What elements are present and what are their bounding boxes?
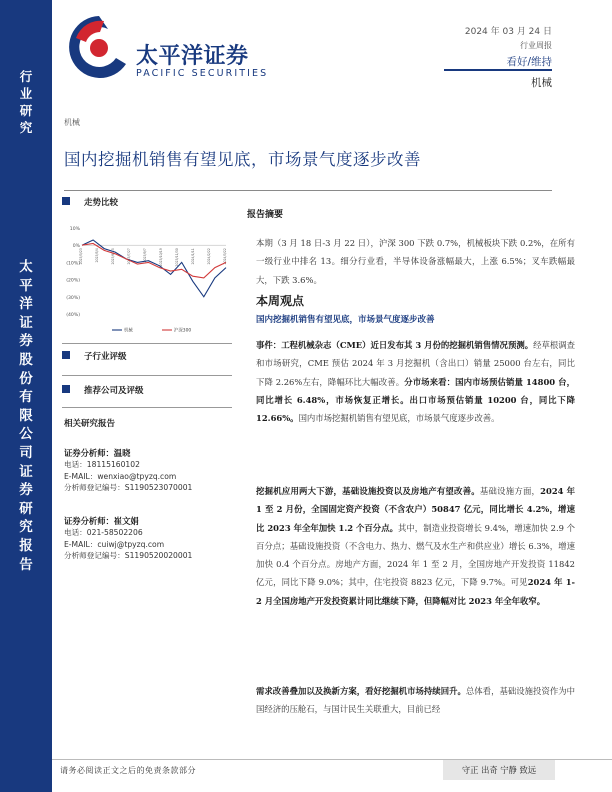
breadcrumb: 机械: [64, 118, 80, 127]
outlook-paragraph: [256, 682, 575, 719]
section-marker-icon: [62, 197, 70, 205]
y-tick-label: (10%): [66, 261, 80, 267]
left-divider: [62, 343, 232, 344]
section-marker-icon: [62, 351, 70, 359]
weekly-view-heading: 本周观点: [256, 294, 305, 308]
sidebar-company-char: 洋: [19, 296, 33, 313]
outlook-text-a: 总体看，基础设施投资作为中国经济的压舱石，与国计民生关联重大，目前已经: [256, 686, 576, 715]
event-paragraph: [256, 336, 575, 427]
y-tick-label: (20%): [66, 278, 80, 284]
y-tick-label: 0%: [72, 244, 80, 250]
sidebar-company-label: [0, 258, 52, 574]
trend-chart: [62, 218, 232, 338]
downstream-paragraph: [256, 482, 575, 610]
sidebar-top-char: 行: [19, 69, 33, 84]
analyst-name: 证券分析师：崔文娟: [64, 516, 139, 526]
industry-name: 机械: [531, 77, 552, 89]
trend-section-heading: 走势比较: [84, 198, 119, 208]
x-tick-label: 2023/6/15: [111, 248, 115, 265]
legend-label: 机械: [124, 328, 133, 334]
industry-rating: 看好/维持: [506, 56, 552, 68]
sidebar-company-char: 券: [19, 482, 33, 499]
event-text-a: 经草根调查和市场研究，CME 预估 2024 年 3 月挖掘机（含出口）销量 25000 台左右，同比下降 2.26%左右，降幅环比大幅改善。: [256, 340, 575, 387]
sidebar-company-char: 告: [19, 556, 33, 573]
x-tick-label: 2023/9/7: [143, 248, 147, 263]
x-tick-label: 2023/11/30: [175, 248, 179, 267]
analyst-block-1: [64, 447, 234, 494]
sidebar-company-char: 股: [19, 351, 33, 368]
sidebar-company-char: 司: [19, 444, 33, 461]
sidebar-company-char: 券: [19, 333, 33, 350]
summary-heading: 报告摘要: [247, 210, 284, 220]
downstream-text-a: 基础设施方面，: [479, 486, 541, 496]
left-sidebar: [0, 0, 52, 792]
x-tick-label: 2024/3/22: [223, 248, 227, 265]
analyst-cert: 分析师登记编号：S1190523070001: [64, 483, 193, 492]
y-tick-label: 10%: [69, 227, 80, 232]
sidebar-company-char: 证: [19, 314, 33, 331]
legend-label: 沪深300: [174, 328, 192, 334]
weekly-view-subheading: 国内挖掘机销售有望见底，市场景气度逐步改善: [256, 315, 435, 325]
sidebar-company-char: 报: [19, 537, 33, 554]
x-tick-label: 2023/10/19: [159, 248, 163, 267]
page-title: 国内挖掘机销售有望见底，市场景气度逐步改善: [64, 150, 421, 169]
sidebar-company-char: 研: [19, 500, 33, 517]
analyst-phone: 电话：18115160102: [64, 460, 140, 469]
event-text-b: 分市场来看：国内市场预估销量 14800 台，同比增长 6.48%，市场恢复正增长。出口市场预估销量 10200 台，同比下降 12.66%。: [256, 376, 575, 424]
sidebar-company-char: 证: [19, 463, 33, 480]
event-lead: 事件：工程机械杂志（CME）近日发布其 3 月份的挖掘机销售情况预测。: [256, 340, 534, 350]
recommend-heading: 推荐公司及评级: [84, 386, 144, 396]
report-type: 行业周报: [520, 41, 552, 50]
analyst-block-2: [64, 515, 234, 562]
sidebar-top-char: 究: [19, 120, 33, 135]
sidebar-top-char: 业: [19, 86, 33, 101]
event-text-c: 国内市场挖掘机销售有望见底，市场景气度逐步改善。: [298, 413, 500, 424]
company-logo-icon: [64, 12, 134, 82]
analyst-name: 证券分析师：温晓: [64, 448, 131, 458]
footer-disclaimer: 请务必阅读正文之后的免责条款部分: [60, 766, 196, 775]
analyst-email: E-MAIL：wenxiao@tpyzq.com: [64, 471, 177, 481]
sidebar-company-char: 平: [19, 277, 33, 294]
analyst-phone: 电话：021-58502206: [64, 528, 143, 537]
title-divider: [64, 190, 552, 191]
sidebar-top-char: 研: [19, 103, 33, 118]
left-divider: [62, 407, 232, 408]
header-divider: [444, 69, 552, 71]
analyst-cert: 分析师登记编号：S1190520020001: [64, 551, 193, 560]
sub-rating-heading: 子行业评级: [84, 352, 127, 362]
x-tick-label: 2023/3/23: [79, 248, 83, 265]
summary-paragraph: 本期（3 月 18 日-3 月 22 日），沪深 300 下跌 0.7%，机械板块下跌 0.2%，在所有一级行业中排名 13。细分行业看，半导体设备涨幅最大，上涨 6.5%；叉车跌幅最大，下跌 3.6%。: [256, 238, 575, 285]
sidebar-company-char: 份: [19, 370, 33, 387]
section-marker-icon: [62, 385, 70, 393]
x-tick-label: 2023/7/27: [127, 248, 131, 265]
x-tick-label: 2023/5/4: [95, 248, 99, 263]
sidebar-top-label: [0, 68, 52, 136]
downstream-lead: 挖掘机应用两大下游，基础设施投资以及房地产有望改善。: [256, 486, 480, 496]
sidebar-company-char: 有: [19, 389, 33, 406]
downstream-text-b: 2024 年 1 至 2 月份，全国固定资产投资（不含农户）50847 亿元，同比增长 4.2%，增速比 2023 年全年加快 1.2 个百分点。: [256, 486, 576, 533]
outlook-lead: 需求改善叠加以及换新方案，看好挖掘机市场持续回升。: [256, 686, 466, 696]
left-divider: [62, 375, 232, 376]
brand-name-cn: 太平洋证券: [136, 44, 249, 69]
series-line-machinery: [82, 240, 226, 297]
sidebar-company-char: 限: [19, 407, 33, 424]
report-date: 2024 年 03 月 24 日: [464, 27, 552, 37]
x-tick-label: 2024/2/22: [207, 248, 211, 265]
y-tick-label: (30%): [66, 295, 80, 301]
sidebar-company-char: 太: [19, 259, 33, 275]
analyst-email: E-MAIL：cuiwj@tpyzq.com: [64, 539, 165, 549]
sidebar-company-char: 究: [19, 519, 33, 536]
x-tick-label: 2024/1/11: [191, 248, 195, 265]
downstream-text-c: 其中，制造业投资增长 9.4%，增速加快 2.9 个百分点；基础设施投资（不含电力、热力、燃气及水生产和供应业）增长 6.3%，增速加快 0.4 个百分点。房地产方面，2024 年 1 至 2 月，全国房地产开发投资 11842 亿元，同比下降 9.0%；其中，住宅投资 8823 亿元，下降 9.7%。可见: [256, 522, 575, 588]
brand-name-en: PACIFIC SECURITIES: [136, 68, 269, 79]
related-reports-heading: 相关研究报告: [64, 419, 116, 429]
footer-motto: 守正 出奇 宁静 致远: [443, 760, 555, 780]
y-tick-label: (40%): [66, 313, 80, 318]
sidebar-company-char: 公: [19, 426, 33, 443]
downstream-text-d: 2024 年 1-2 月全国房地产开发投资累计同比继续下降，但降幅对比 2023 年全年收窄。: [256, 577, 575, 606]
